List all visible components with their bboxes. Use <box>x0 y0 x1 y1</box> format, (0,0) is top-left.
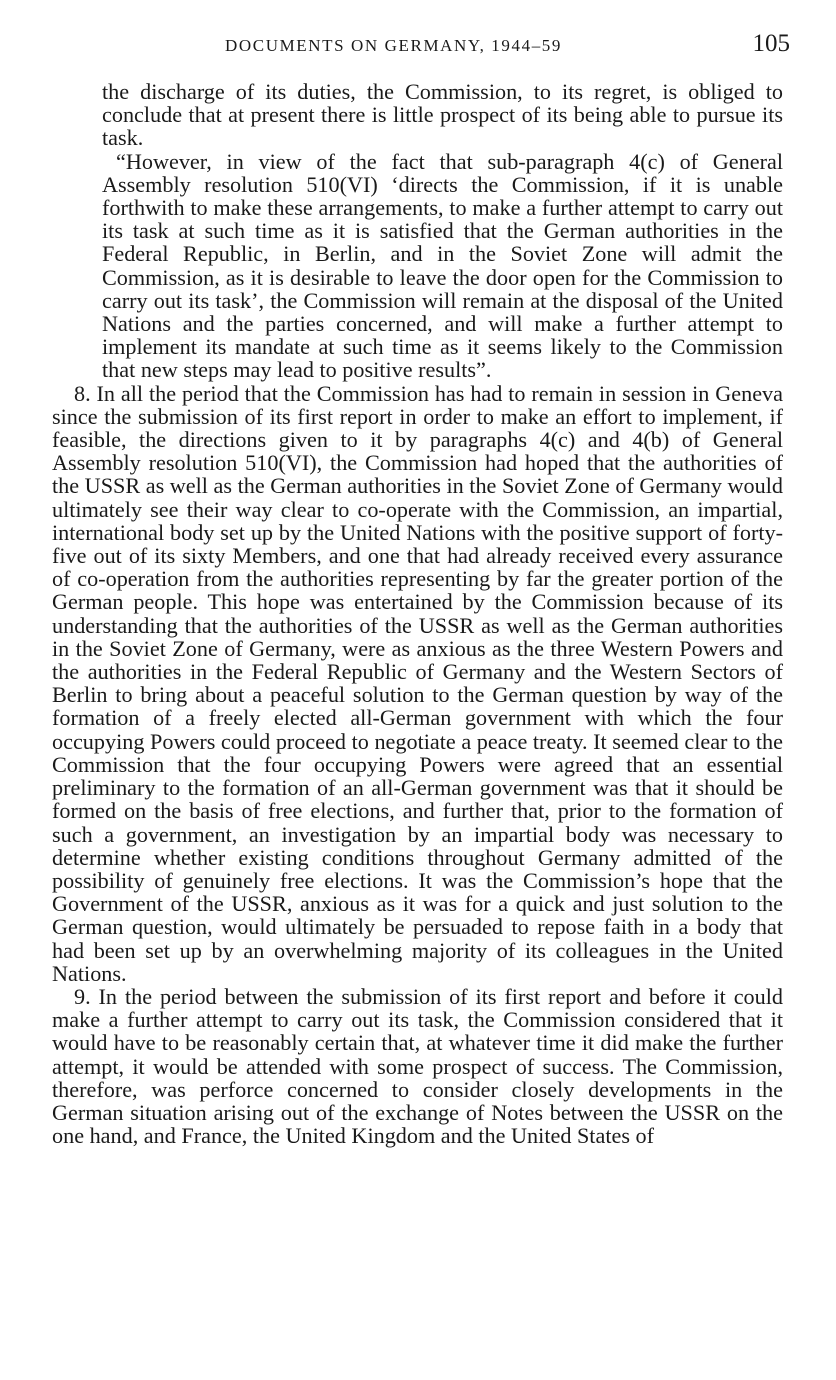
running-head <box>50 32 790 62</box>
quote-paragraph: “However, in view of the fact that sub-paragraph 4(c) of General Assembly resolution 510(VI) ‘directs the Commission, if it is unable forthwith to make these arrangements, to make a further attempt to carry out its task at such time as it is satisfied that the German authorities in the Federal Republic, in Berlin, and in the Soviet Zone will admit the Commission, as it is desirable to leave the door open for the Commission to carry out its task’, the Commission will remain at the disposal of the United Nations and the parties concerned, and will make a further attempt to implement its mandate at such time as it seems likely to the Commission that new steps may lead to positive results”. <box>102 148 783 383</box>
quote-continuation: the discharge of its duties, the Commission, to its regret, is obliged to conclude that at present there is little prospect of its being able to pursue its task. <box>102 79 783 151</box>
running-title: DOCUMENTS ON GERMANY, 1944–59 <box>225 36 562 55</box>
page-number: 105 <box>752 30 790 57</box>
body-text <box>52 80 783 1147</box>
paragraph-8: 8. In all the period that the Commission has had to remain in session in Geneva since the submission of its first report in order to make an effort to implement, if feasible, the directions given to it by paragraphs 4(c) and 4(b) of General Assembly resolution 510(VI), the Commission had hoped that the authorities of the USSR as well as the German authorities in the Soviet Zone of Germany would ultimately see their way clear to co-operate with the Commission, an impartial, international body set up by the United Nations with the positive support of forty-five out of its sixty Members, and one that had already received every assurance of co-operation from the authorities representing by far the greater portion of the German people. This hope was entertained by the Commission because of its understanding that the authorities of the USSR as well as the German authorities in the Soviet Zone of Germany, were as anxious as the three Western Powers and the authorities in the Federal Republic of Germany and the Western Sectors of Berlin to bring about a peaceful solution to the German question by way of the formation of a freely elected all-German government with which the four occupying Powers could proceed to negotiate a peace treaty. It seemed clear to the Commission that the four occupying Powers were agreed that an essential preliminary to the formation of an all-German government was that it should be formed on the basis of free elections, and further that, prior to the formation of such a government, an investigation by an impartial body was necessary to determine whether existing conditions throughout Germany admitted of the possibility of genuinely free elections. It was the Commission’s hope that the Government of the USSR, anxious as it was for a quick and just solution to the German question, would ultimately be persuaded to repose faith in a body that had been set up by an overwhelming majority of its colleagues in the United Nations. <box>52 380 783 986</box>
paragraph-9: 9. In the period between the submission of its first report and before it could make a further attempt to carry out its task, the Commission considered that it would have to be reasonably certain that, at whatever time it did make the further attempt, it would be attended with some prospect of success. The Commission, therefore, was perforce concerned to consider closely developments in the German situation arising out of the exchange of Notes between the USSR on the one hand, and France, the United Kingdom and the United States of <box>52 983 783 1149</box>
